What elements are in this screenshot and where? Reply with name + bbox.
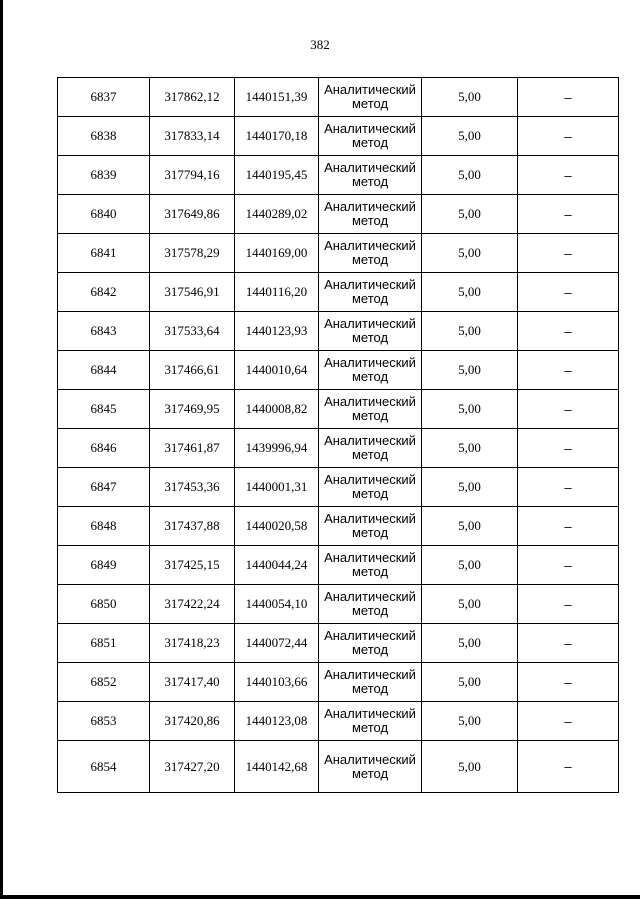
x-coordinate-cell: 317862,12 xyxy=(150,78,235,117)
point-number-cell: 6852 xyxy=(58,663,150,702)
note-cell: – xyxy=(518,741,619,793)
method-line-2: метод xyxy=(351,330,389,345)
accuracy-cell: 5,00 xyxy=(422,351,518,390)
accuracy-cell: 5,00 xyxy=(422,741,518,793)
table-row xyxy=(58,507,619,546)
point-number-cell: 6843 xyxy=(58,312,150,351)
accuracy-cell: 5,00 xyxy=(422,78,518,117)
note-cell: – xyxy=(518,234,619,273)
scan-border-left xyxy=(0,0,3,899)
method-line-1: Аналитический xyxy=(324,355,416,370)
method-cell xyxy=(319,663,422,702)
table-row xyxy=(58,195,619,234)
y-coordinate-cell: 1440151,39 xyxy=(235,78,319,117)
accuracy-cell: 5,00 xyxy=(422,429,518,468)
table-row xyxy=(58,429,619,468)
point-number-cell: 6845 xyxy=(58,390,150,429)
method-line-1: Аналитический xyxy=(324,160,416,175)
note-cell: – xyxy=(518,78,619,117)
accuracy-cell: 5,00 xyxy=(422,702,518,741)
method-line-1: Аналитический xyxy=(324,433,416,448)
method-cell xyxy=(319,741,422,793)
point-number-cell: 6847 xyxy=(58,468,150,507)
x-coordinate-cell: 317427,20 xyxy=(150,741,235,793)
method-line-1: Аналитический xyxy=(324,589,416,604)
y-coordinate-cell: 1440010,64 xyxy=(235,351,319,390)
method-line-2: метод xyxy=(351,681,389,696)
method-line-1: Аналитический xyxy=(324,316,416,331)
method-cell xyxy=(319,702,422,741)
table-row xyxy=(58,390,619,429)
table-row xyxy=(58,702,619,741)
coordinates-table xyxy=(57,77,619,793)
point-number-cell: 6853 xyxy=(58,702,150,741)
y-coordinate-cell: 1440169,00 xyxy=(235,234,319,273)
method-line-1: Аналитический xyxy=(324,472,416,487)
x-coordinate-cell: 317833,14 xyxy=(150,117,235,156)
point-number-cell: 6841 xyxy=(58,234,150,273)
point-number-cell: 6854 xyxy=(58,741,150,793)
accuracy-cell: 5,00 xyxy=(422,234,518,273)
method-line-2: метод xyxy=(351,135,389,150)
note-cell: – xyxy=(518,702,619,741)
method-line-2: метод xyxy=(351,174,389,189)
note-cell: – xyxy=(518,546,619,585)
accuracy-cell: 5,00 xyxy=(422,663,518,702)
y-coordinate-cell: 1440103,66 xyxy=(235,663,319,702)
method-cell xyxy=(319,312,422,351)
accuracy-cell: 5,00 xyxy=(422,117,518,156)
point-number-cell: 6848 xyxy=(58,507,150,546)
x-coordinate-cell: 317420,86 xyxy=(150,702,235,741)
method-line-2: метод xyxy=(351,447,389,462)
method-line-1: Аналитический xyxy=(324,667,416,682)
x-coordinate-cell: 317425,15 xyxy=(150,546,235,585)
method-line-2: метод xyxy=(351,642,389,657)
point-number-cell: 6849 xyxy=(58,546,150,585)
method-line-1: Аналитический xyxy=(324,706,416,721)
note-cell: – xyxy=(518,624,619,663)
table-row xyxy=(58,156,619,195)
x-coordinate-cell: 317417,40 xyxy=(150,663,235,702)
y-coordinate-cell: 1440044,24 xyxy=(235,546,319,585)
x-coordinate-cell: 317422,24 xyxy=(150,585,235,624)
method-line-1: Аналитический xyxy=(324,277,416,292)
note-cell: – xyxy=(518,468,619,507)
x-coordinate-cell: 317453,36 xyxy=(150,468,235,507)
table-row xyxy=(58,663,619,702)
method-line-1: Аналитический xyxy=(324,628,416,643)
x-coordinate-cell: 317546,91 xyxy=(150,273,235,312)
point-number-cell: 6840 xyxy=(58,195,150,234)
method-cell xyxy=(319,390,422,429)
y-coordinate-cell: 1440195,45 xyxy=(235,156,319,195)
accuracy-cell: 5,00 xyxy=(422,273,518,312)
x-coordinate-cell: 317461,87 xyxy=(150,429,235,468)
table-row xyxy=(58,468,619,507)
table-row xyxy=(58,351,619,390)
method-line-1: Аналитический xyxy=(324,238,416,253)
x-coordinate-cell: 317649,86 xyxy=(150,195,235,234)
note-cell: – xyxy=(518,156,619,195)
point-number-cell: 6839 xyxy=(58,156,150,195)
table-row xyxy=(58,546,619,585)
note-cell: – xyxy=(518,195,619,234)
method-line-2: метод xyxy=(351,408,389,423)
accuracy-cell: 5,00 xyxy=(422,195,518,234)
method-cell xyxy=(319,585,422,624)
x-coordinate-cell: 317533,64 xyxy=(150,312,235,351)
accuracy-cell: 5,00 xyxy=(422,546,518,585)
method-line-2: метод xyxy=(351,291,389,306)
y-coordinate-cell: 1440020,58 xyxy=(235,507,319,546)
method-line-2: метод xyxy=(351,252,389,267)
note-cell: – xyxy=(518,429,619,468)
method-line-1: Аналитический xyxy=(324,550,416,565)
note-cell: – xyxy=(518,273,619,312)
method-cell xyxy=(319,195,422,234)
y-coordinate-cell: 1440116,20 xyxy=(235,273,319,312)
y-coordinate-cell: 1440072,44 xyxy=(235,624,319,663)
x-coordinate-cell: 317578,29 xyxy=(150,234,235,273)
method-cell xyxy=(319,507,422,546)
y-coordinate-cell: 1440008,82 xyxy=(235,390,319,429)
point-number-cell: 6842 xyxy=(58,273,150,312)
point-number-cell: 6838 xyxy=(58,117,150,156)
method-line-1: Аналитический xyxy=(324,199,416,214)
accuracy-cell: 5,00 xyxy=(422,390,518,429)
method-line-2: метод xyxy=(351,96,389,111)
page-number: 382 xyxy=(310,37,330,52)
y-coordinate-cell: 1440123,93 xyxy=(235,312,319,351)
accuracy-cell: 5,00 xyxy=(422,585,518,624)
x-coordinate-cell: 317466,61 xyxy=(150,351,235,390)
accuracy-cell: 5,00 xyxy=(422,468,518,507)
y-coordinate-cell: 1440001,31 xyxy=(235,468,319,507)
table-row xyxy=(58,273,619,312)
accuracy-cell: 5,00 xyxy=(422,312,518,351)
method-line-2: метод xyxy=(351,603,389,618)
method-line-1: Аналитический xyxy=(324,121,416,136)
y-coordinate-cell: 1440054,10 xyxy=(235,585,319,624)
method-line-1: Аналитический xyxy=(324,394,416,409)
method-line-1: Аналитический xyxy=(324,511,416,526)
method-line-2: метод xyxy=(351,486,389,501)
y-coordinate-cell: 1440289,02 xyxy=(235,195,319,234)
method-cell xyxy=(319,546,422,585)
note-cell: – xyxy=(518,585,619,624)
method-cell xyxy=(319,156,422,195)
x-coordinate-cell: 317469,95 xyxy=(150,390,235,429)
method-cell xyxy=(319,468,422,507)
point-number-cell: 6844 xyxy=(58,351,150,390)
method-cell xyxy=(319,234,422,273)
note-cell: – xyxy=(518,117,619,156)
method-cell xyxy=(319,429,422,468)
y-coordinate-cell: 1440123,08 xyxy=(235,702,319,741)
table-row xyxy=(58,234,619,273)
note-cell: – xyxy=(518,507,619,546)
accuracy-cell: 5,00 xyxy=(422,507,518,546)
method-cell xyxy=(319,78,422,117)
table-row xyxy=(58,117,619,156)
method-line-1: Аналитический xyxy=(324,751,416,767)
note-cell: – xyxy=(518,663,619,702)
note-cell: – xyxy=(518,390,619,429)
method-line-1: Аналитический xyxy=(324,82,416,97)
table-row xyxy=(58,624,619,663)
method-cell xyxy=(319,351,422,390)
table-row xyxy=(58,312,619,351)
point-number-cell: 6846 xyxy=(58,429,150,468)
method-line-2: метод xyxy=(351,720,389,735)
accuracy-cell: 5,00 xyxy=(422,624,518,663)
point-number-cell: 6837 xyxy=(58,78,150,117)
method-cell xyxy=(319,273,422,312)
table-row xyxy=(58,585,619,624)
table-row xyxy=(58,741,619,793)
note-cell: – xyxy=(518,312,619,351)
y-coordinate-cell: 1440170,18 xyxy=(235,117,319,156)
method-cell xyxy=(319,117,422,156)
method-line-2: метод xyxy=(351,765,389,781)
point-number-cell: 6850 xyxy=(58,585,150,624)
y-coordinate-cell: 1439996,94 xyxy=(235,429,319,468)
point-number-cell: 6851 xyxy=(58,624,150,663)
y-coordinate-cell: 1440142,68 xyxy=(235,741,319,793)
x-coordinate-cell: 317437,88 xyxy=(150,507,235,546)
x-coordinate-cell: 317418,23 xyxy=(150,624,235,663)
method-line-2: метод xyxy=(351,525,389,540)
table-row xyxy=(58,78,619,117)
method-line-2: метод xyxy=(351,369,389,384)
scan-border-bottom xyxy=(0,895,640,899)
x-coordinate-cell: 317794,16 xyxy=(150,156,235,195)
note-cell: – xyxy=(518,351,619,390)
method-line-2: метод xyxy=(351,213,389,228)
method-line-2: метод xyxy=(351,564,389,579)
method-cell xyxy=(319,624,422,663)
accuracy-cell: 5,00 xyxy=(422,156,518,195)
